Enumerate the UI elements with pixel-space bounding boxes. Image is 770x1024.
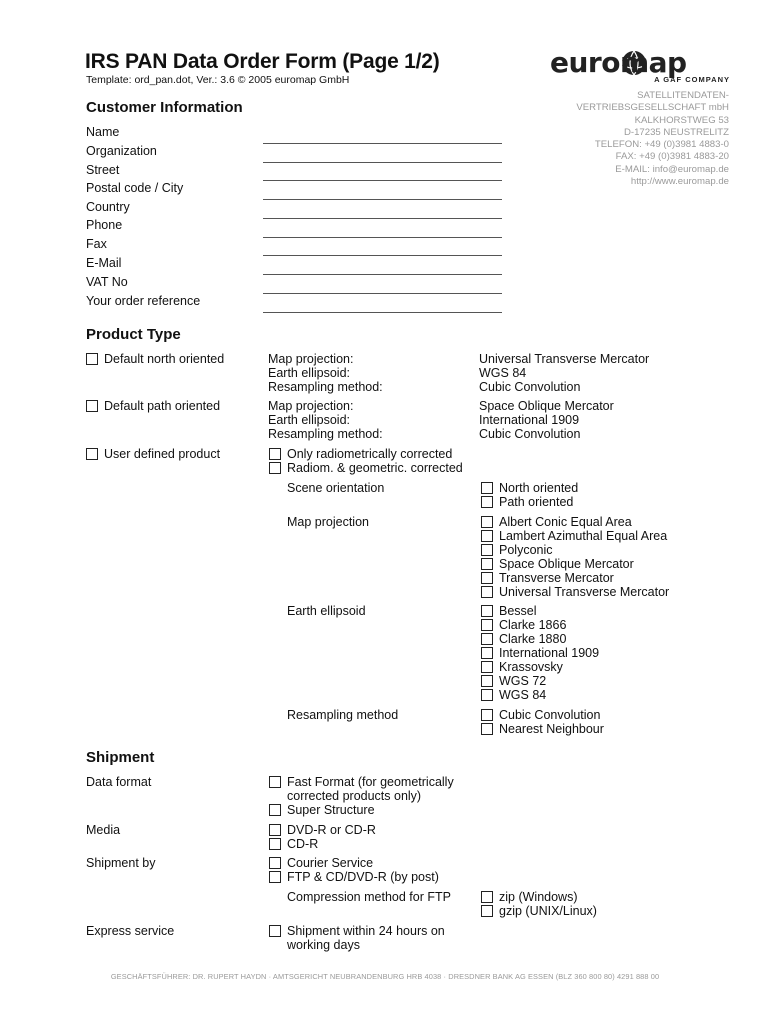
wgs72-checkbox[interactable] (481, 675, 493, 687)
shipment-by-label: Shipment by (86, 856, 156, 870)
company-address (469, 90, 729, 188)
express-service-label: Express service (86, 924, 175, 938)
option-label: WGS 72 (499, 674, 547, 688)
address-line: FAX: +49 (0)3981 4883-20 (615, 151, 729, 163)
map-projection-label: Map projection (287, 515, 369, 529)
option-label: Polyconic (499, 543, 553, 557)
default-path-label: Default path oriented (104, 399, 221, 413)
logo-wordmark: euromap (550, 46, 687, 79)
field-label-organization: Organization (86, 144, 157, 158)
field-label-name: Name (86, 125, 120, 139)
lambert-azimuthal-checkbox[interactable] (481, 530, 493, 542)
scene-orientation-label: Scene orientation (287, 481, 385, 495)
company-footer: GESCHÄFTSFÜHRER: DR. RUPERT HAYDN · AMTSGERICHT NEUBRANDENBURG HRB 4038 · DRESDNER BANK AG ESSEN (BLZ 360 800 80) 4291 888 00 (110, 972, 660, 981)
fast-format-checkbox[interactable] (269, 776, 281, 788)
spec-key: Earth ellipsoid: (268, 366, 350, 380)
spec-value: Space Oblique Mercator (479, 399, 614, 413)
postal-city-input-line[interactable] (263, 199, 502, 200)
option-label: Albert Conic Equal Area (499, 515, 632, 529)
super-structure-checkbox[interactable] (269, 804, 281, 816)
spec-key: Resampling method: (268, 427, 383, 441)
option-label: Nearest Neighbour (499, 722, 604, 736)
path-oriented-checkbox[interactable] (481, 496, 493, 508)
shipment-heading: Shipment (86, 749, 155, 766)
utm-checkbox[interactable] (481, 586, 493, 598)
international-1909-checkbox[interactable] (481, 647, 493, 659)
spec-key: Earth ellipsoid: (268, 413, 350, 427)
field-label-country: Country (86, 200, 130, 214)
option-label: Space Oblique Mercator (499, 557, 634, 571)
option-label: Super Structure (287, 803, 375, 817)
cd-r-checkbox[interactable] (269, 838, 281, 850)
user-defined-label: User defined product (104, 447, 221, 461)
radiom-geometric-label: Radiom. & geometric. corrected (287, 461, 463, 475)
data-format-label: Data format (86, 775, 152, 789)
radiometric-checkbox[interactable] (269, 448, 281, 460)
radiom-geometric-checkbox[interactable] (269, 462, 281, 474)
option-label: WGS 84 (499, 688, 547, 702)
cubic-convolution-checkbox[interactable] (481, 709, 493, 721)
express-24h-checkbox[interactable] (269, 925, 281, 937)
customer-heading: Customer Information (86, 99, 243, 116)
option-label: Courier Service (287, 856, 374, 870)
address-line: TELEFON: +49 (0)3981 4883-0 (594, 139, 729, 151)
option-label: Path oriented (499, 495, 574, 509)
ftp-post-checkbox[interactable] (269, 871, 281, 883)
option-label: working days (287, 938, 360, 952)
spec-value: International 1909 (479, 413, 580, 427)
logo-subtitle: A GAF COMPANY (654, 75, 730, 84)
option-label: Clarke 1866 (499, 618, 567, 632)
fax-input-line[interactable] (263, 255, 502, 256)
option-label: zip (Windows) (499, 890, 578, 904)
field-label-vat: VAT No (86, 275, 128, 289)
nearest-neighbour-checkbox[interactable] (481, 723, 493, 735)
email-input-line[interactable] (263, 274, 502, 275)
transverse-mercator-checkbox[interactable] (481, 572, 493, 584)
organization-input-line[interactable] (263, 162, 502, 163)
wgs84-checkbox[interactable] (481, 689, 493, 701)
option-label: International 1909 (499, 646, 600, 660)
spec-key: Map projection: (268, 352, 354, 366)
user-defined-checkbox[interactable] (86, 448, 98, 460)
address-line: KALKHORSTWEG 53 (634, 114, 729, 126)
country-input-line[interactable] (263, 218, 502, 219)
compression-label: Compression method for FTP (287, 890, 451, 904)
space-oblique-checkbox[interactable] (481, 558, 493, 570)
field-label-email: E-Mail (86, 256, 122, 270)
product-type-heading: Product Type (86, 326, 181, 343)
address-line: VERTRIEBSGESELLSCHAFT mbH (576, 102, 729, 114)
spec-value: Universal Transverse Mercator (479, 352, 650, 366)
clarke-1866-checkbox[interactable] (481, 619, 493, 631)
resampling-method-label: Resampling method (287, 708, 399, 722)
dvd-cd-checkbox[interactable] (269, 824, 281, 836)
euromap-logo (548, 48, 730, 88)
bessel-checkbox[interactable] (481, 605, 493, 617)
option-label: corrected products only) (287, 789, 422, 803)
street-input-line[interactable] (263, 180, 502, 181)
option-label: Krassovsky (499, 660, 563, 674)
spec-value: WGS 84 (479, 366, 527, 380)
option-label: Shipment within 24 hours on (287, 924, 445, 938)
template-info: Template: ord_pan.dot, Ver.: 3.6 © 2005 euromap GmbH (86, 74, 350, 86)
field-label-street: Street (86, 163, 120, 177)
spec-key: Map projection: (268, 399, 354, 413)
default-path-checkbox[interactable] (86, 400, 98, 412)
spec-value: Cubic Convolution (479, 427, 581, 441)
field-label-postal-city: Postal code / City (86, 181, 184, 195)
page-title: IRS PAN Data Order Form (Page 1/2) (85, 50, 440, 73)
media-label: Media (86, 823, 121, 837)
field-label-fax: Fax (86, 237, 107, 251)
polyconic-checkbox[interactable] (481, 544, 493, 556)
address-line: http://www.euromap.de (630, 176, 729, 188)
zip-checkbox[interactable] (481, 891, 493, 903)
option-label: North oriented (499, 481, 579, 495)
name-input-line[interactable] (263, 143, 502, 144)
north-oriented-checkbox[interactable] (481, 482, 493, 494)
option-label: gzip (UNIX/Linux) (499, 904, 597, 918)
option-label: Lambert Azimuthal Equal Area (499, 529, 668, 543)
option-label: Clarke 1880 (499, 632, 567, 646)
radiometric-label: Only radiometrically corrected (287, 447, 453, 461)
field-label-order-reference: Your order reference (86, 294, 201, 308)
albert-conic-checkbox[interactable] (481, 516, 493, 528)
address-line: SATELLITENDATEN- (637, 90, 729, 101)
field-label-phone: Phone (86, 218, 123, 232)
spec-value: Cubic Convolution (479, 380, 581, 394)
option-label: Bessel (499, 604, 537, 618)
spec-key: Resampling method: (268, 380, 383, 394)
option-label: Cubic Convolution (499, 708, 601, 722)
option-label: Fast Format (for geometrically (287, 775, 454, 789)
courier-service-checkbox[interactable] (269, 857, 281, 869)
option-label: Universal Transverse Mercator (499, 585, 670, 599)
address-line: E-MAIL: info@euromap.de (615, 163, 729, 175)
krassovsky-checkbox[interactable] (481, 661, 493, 673)
default-north-checkbox[interactable] (86, 353, 98, 365)
default-north-label: Default north oriented (104, 352, 225, 366)
phone-input-line[interactable] (263, 237, 502, 238)
earth-ellipsoid-label: Earth ellipsoid (287, 604, 366, 618)
option-label: FTP & CD/DVD-R (by post) (287, 870, 439, 884)
clarke-1880-checkbox[interactable] (481, 633, 493, 645)
option-label: Transverse Mercator (499, 571, 614, 585)
order-reference-input-line[interactable] (263, 312, 502, 313)
vat-input-line[interactable] (263, 293, 502, 294)
option-label: DVD-R or CD-R (287, 823, 376, 837)
gzip-checkbox[interactable] (481, 905, 493, 917)
address-line: D-17235 NEUSTRELITZ (623, 126, 729, 138)
option-label: CD-R (287, 837, 319, 851)
